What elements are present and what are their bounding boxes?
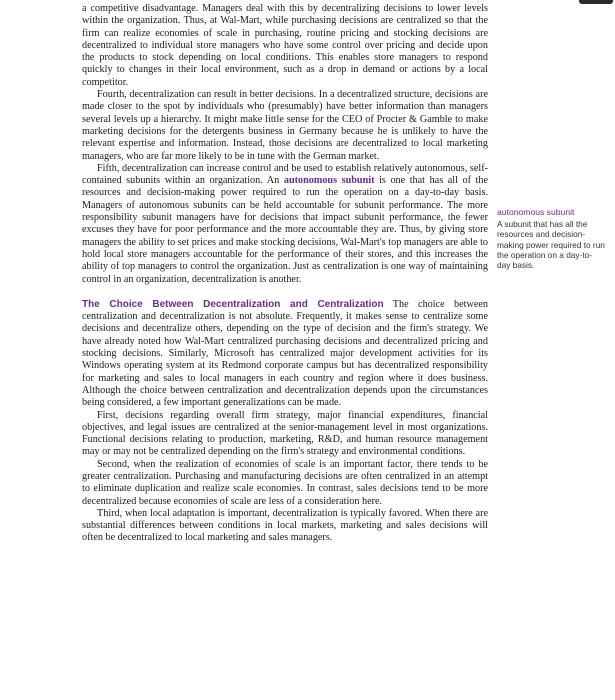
paragraph-first-generalization: First, decisions regarding overall firm strategy, major financial expenditures, financial objectives, and legal issues are centralized at the senior-management level in most organizations. Functional decisions relating to production, marketing, R&D, and human resource management may or may not be centralized depending on the firm's strategy and environmental conditions. [82,409,488,458]
margin-definition-box [497,207,605,270]
section-heading: The Choice Between Decentralization and Centralization [82,298,384,310]
paragraph-fifth-text-before: Fifth, decentralization can increase control and be used to establish relatively autonomous, self-contained subunits within an organization. An [82,162,488,187]
key-term-autonomous-subunit: autonomous subunit [283,175,375,187]
paragraph-fifth-text-after: is one that has all of the resources and decision-making power required to run the operation on a day-to-day basis. Managers of autonomous subunits can be held accountable for subunit performance. The more responsibility subunit managers have for decisions that impact subunit performance, the fewer excuses they have for poor performance and the more accountable they are. Thus, by giving store managers the ability to set prices and make stocking decisions, Wal-Mart's top managers are able to hold local store managers accountable for the performance of their stores, and this increases the ability of top managers to control the organization. Just as centralization is one way of maintaining control in an organization, decentralization is another. [82,175,488,285]
section-choice-paragraph [82,299,488,410]
page-corner-tab [579,0,613,4]
section-lead-text: The choice between centralization and decentralization is not absolute. Frequently, it makes sense to centralize some decisions and decentralize others, depending on the type of decision and the firm's strategy. We have already noted how Wal-Mart centralized purchasing decisions and decentralized pricing and stocking decisions. Similarly, Microsoft has centralized major development activities for its Windows operating system at its Redmond corporate campus but has decentralized responsibility for marketing and sales to local managers in each country and region where it does business. Although the choice between centralization and decentralization depends upon the circumstances being considered, a few important generalizations can be made. [82,298,488,409]
margin-definition: A subunit that has all the resources and decision-making power required to run the operation on a day-to-day basis. [497,219,605,271]
margin-term: autonomous subunit [497,207,575,217]
paragraph-competitive-disadvantage: a competitive disadvantage. Managers deal with this by decentralizing decisions to lower levels within the organization. Thus, at Wal-Mart, while purchasing decisions are centralized so that the firm can realize economies of scale in purchasing, routine pricing and stocking decisions are decentralized to individual store managers who have some control over pricing and decide upon the products to stock depending on local conditions. This enables store managers to respond quickly to changes in their local environment, such as a drop in demand or actions by a local competitor. [82,3,488,88]
paragraph-second-generalization: Second, when the realization of economies of scale is an important factor, there tends to be greater centralization. Purchasing and manufacturing decisions are often centralized in an attempt to eliminate duplication and realize scale economies. In contrast, sales decisions tend to be more decentralized because economies of scale are less of a consideration here. [82,458,488,507]
paragraph-fourth-better-decisions: Fourth, decentralization can result in better decisions. In a decentralized structure, decisions are made closer to the spot by individuals who (presumably) have better information than managers several levels up a hierarchy. It might make little sense for the CEO of Procter & Gamble to make marketing decisions for the detergents business in Germany because he is unlikely to have the relevant expertise and information. Instead, those decisions are decentralized to local marketing managers, who are far more likely to be in tune with the German market. [82,89,488,162]
main-text-column [82,3,488,545]
paragraph-third-generalization: Third, when local adaptation is important, decentralization is typically favored. When there are substantial differences between conditions in local markets, marketing and sales decisions will often be decentralized to local marketing and sales managers. [82,507,488,544]
paragraph-fifth-control [82,163,488,286]
